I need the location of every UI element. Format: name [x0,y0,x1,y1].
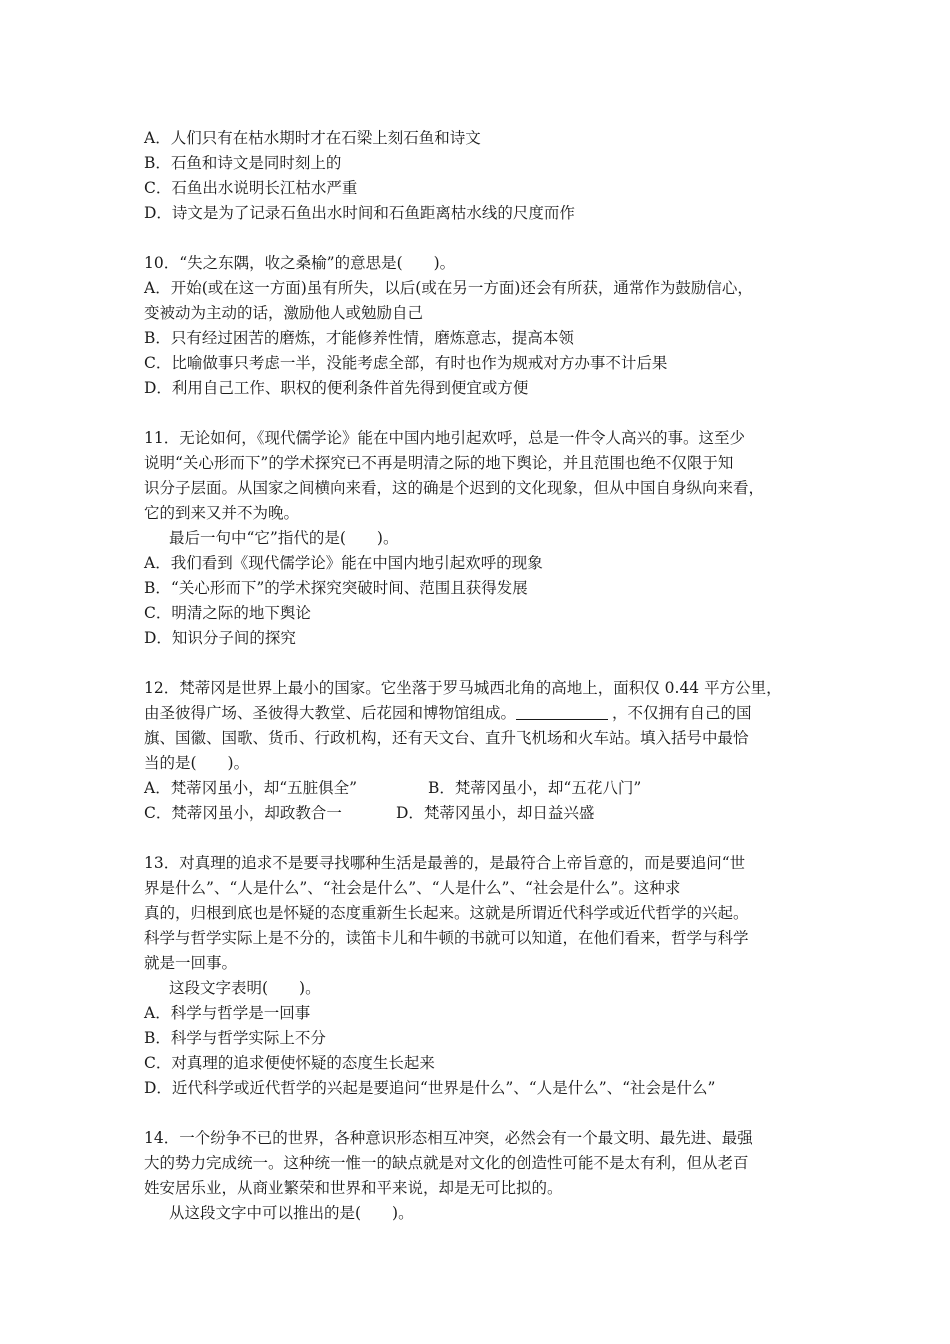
document-page [144,126,820,1226]
q13-passage-line4: 科学与哲学实际上是不分的，读笛卡儿和牛顿的书就可以知道，在他们看来，哲学与科学 [144,929,749,947]
question-9-options [144,126,820,226]
q13-passage-line3: 真的，归根到底也是怀疑的态度重新生长起来。这就是所谓近代科学或近代哲学的兴起。 [144,904,749,922]
q9-option-b: B．石鱼和诗文是同时刻上的 [144,154,342,172]
q14-passage-line3: 姓安居乐业，从商业繁荣和世界和平来说，却是无可比拟的。 [144,1179,563,1197]
q12-passage-line3: 旗、国徽、国歌、货币、行政机构，还有天文台、直升飞机场和火车站。填入括号中最恰 [144,729,749,747]
q14-passage-line2: 大的势力完成统一。这种统一惟一的缺点就是对文化的创造性可能不是太有利，但从老百 [144,1154,749,1172]
q10-option-c: C．比喻做事只考虑一半，没能考虑全部，有时也作为规戒对方办事不计后果 [144,354,668,372]
q12-option-d: D．梵蒂冈虽小，却日益兴盛 [396,804,595,822]
question-12 [144,676,820,826]
q11-passage-line4: 它的到来又并不为晚。 [144,504,300,522]
q11-passage-line2: 说明“关心形而下”的学术探究已不再是明清之际的地下舆论，并且范围也绝不仅限于知 [144,454,734,472]
q12-passage-line4: 当的是( )。 [144,754,250,772]
q11-option-c: C．明清之际的地下舆论 [144,604,311,622]
q12-options-row1 [144,776,820,801]
question-14 [144,1126,820,1226]
q13-option-d: D．近代科学或近代哲学的兴起是要追问“世界是什么”、“人是什么”、“社会是什么” [144,1079,716,1097]
q9-option-a: A．人们只有在枯水期时才在石梁上刻石鱼和诗文 [144,129,481,147]
q12-option-a: A．梵蒂冈虽小，却“五脏俱全” [144,779,358,797]
q9-option-c: C．石鱼出水说明长江枯水严重 [144,179,358,197]
q12-option-c: C．梵蒂冈虽小，却政教合一 [144,804,342,822]
q12-passage-line2-before: 由圣彼得广场、圣彼得大教堂、后花园和博物馆组成。 [144,704,517,722]
q10-option-d: D．利用自己工作、职权的便利条件首先得到便宜或方便 [144,379,529,397]
q13-option-a: A．科学与哲学是一回事 [144,1004,311,1022]
q11-question: 最后一句中“它”指代的是( )。 [169,529,399,547]
q13-passage-line1: 13．对真理的追求不是要寻找哪种生活是最善的，是最符合上帝旨意的，而是要追问“世 [144,854,746,872]
q12-passage-line2-after: ，不仅拥有自己的国 [612,704,752,722]
q14-question: 从这段文字中可以推出的是( )。 [169,1204,414,1222]
question-13 [144,851,820,1101]
q12-passage-line2 [144,701,820,726]
q12-passage-line1: 12．梵蒂冈是世界上最小的国家。它坐落于罗马城西北角的高地上，面积仅 0.44 平方公里， [144,679,782,697]
q10-option-b: B．只有经过困苦的磨炼，才能修养性情，磨炼意志，提高本领 [144,329,574,347]
q11-passage-line1: 11．无论如何，《现代儒学论》能在中国内地引起欢呼，总是一件令人高兴的事。这至少 [144,429,745,447]
question-11 [144,426,820,651]
q10-option-a-line2: 变被动为主动的话，激励他人或勉励自己 [144,304,424,322]
q9-option-d: D．诗文是为了记录石鱼出水时间和石鱼距离枯水线的尺度而作 [144,204,575,222]
q11-option-d: D．知识分子间的探究 [144,629,296,647]
q13-question: 这段文字表明( )。 [169,979,321,997]
q10-stem: 10．“失之东隅，收之桑榆”的意思是( )。 [144,254,456,272]
q10-option-a-line1: A．开始(或在这一方面)虽有所失，以后(或在另一方面)还会有所获，通常作为鼓励信心， [144,279,753,297]
q11-passage-line3: 识分子层面。从国家之间横向来看，这的确是个迟到的文化现象，但从中国自身纵向来看， [144,479,765,497]
question-10 [144,251,820,401]
q11-option-b: B．“关心形而下”的学术探究突破时间、范围且获得发展 [144,579,528,597]
q14-passage-line1: 14．一个纷争不已的世界，各种意识形态相互冲突，必然会有一个最文明、最先进、最强 [144,1129,753,1147]
q13-passage-line5: 就是一回事。 [144,954,238,972]
q12-option-b: B．梵蒂冈虽小，却“五花八门” [428,779,642,797]
q13-passage-line2: 界是什么”、“人是什么”、“社会是什么”、“人是什么”、“社会是什么”。这种求 [144,879,681,897]
q11-option-a: A．我们看到《现代儒学论》能在中国内地引起欢呼的现象 [144,554,543,572]
q13-option-c: C．对真理的追求便使怀疑的态度生长起来 [144,1054,435,1072]
q13-option-b: B．科学与哲学实际上不分 [144,1029,326,1047]
q12-options-row2 [144,801,820,826]
fill-in-blank [516,703,608,720]
